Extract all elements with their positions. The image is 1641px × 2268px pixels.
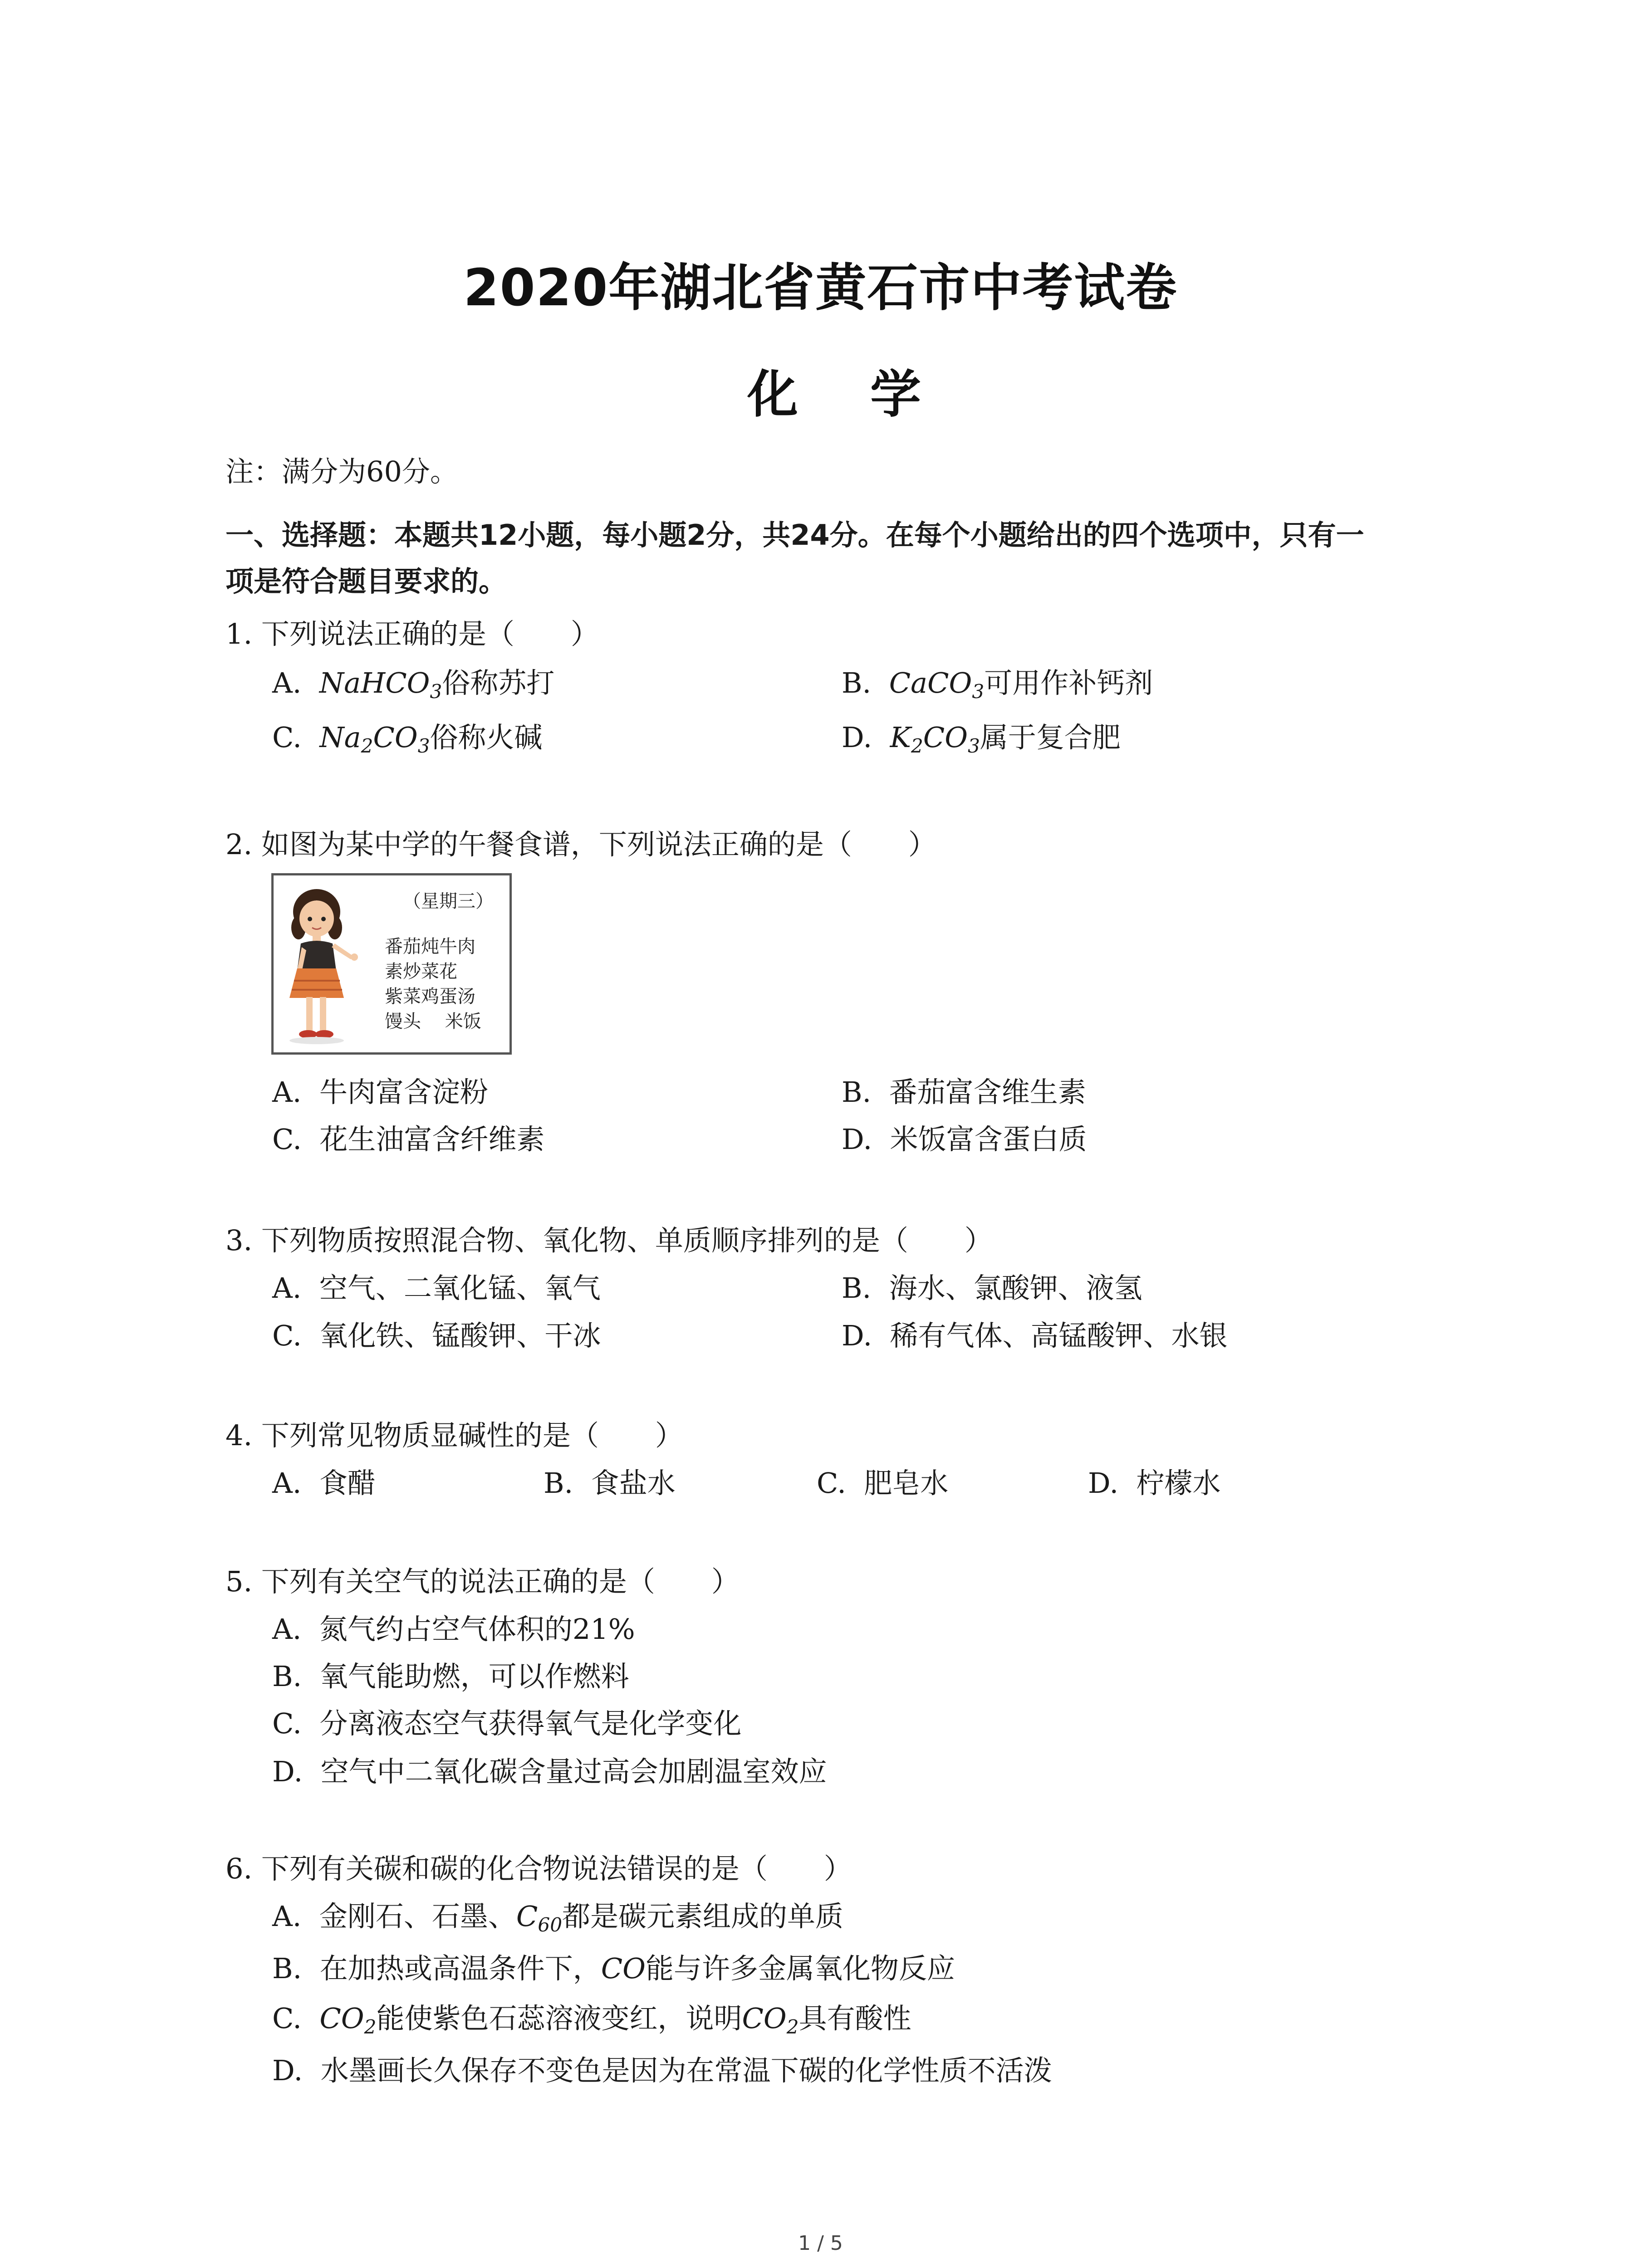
option-text: 空气、二氧化锰、氧气 (319, 1271, 601, 1305)
question-6-option-c (272, 1996, 911, 2036)
question-6-option-a (272, 1894, 843, 1934)
menu-line-2: 素炒菜花 (385, 961, 457, 982)
question-5-option-a (272, 1607, 635, 1647)
formula-subscript: 3 (430, 680, 442, 703)
formula: C (516, 1900, 538, 1933)
option-text: 都是碳元素组成的单质 (562, 1900, 844, 1933)
page-number: 1 / 5 (798, 2232, 843, 2255)
option-text: 金刚石、石墨、 (319, 1900, 516, 1933)
option-text: 俗称苏打 (442, 666, 555, 699)
question-4-option-d (1088, 1461, 1221, 1501)
question-5-option-b (272, 1654, 629, 1694)
section-heading-line2: 项是符合题目要求的。 (225, 565, 507, 598)
option-label: B. (842, 666, 872, 699)
option-label: C. (272, 1707, 302, 1740)
option-label: C. (272, 2002, 302, 2035)
question-6-stem: 6. 下列有关碳和碳的化合物说法错误的是（ ） (225, 1852, 852, 1885)
menu-line-3: 紫菜鸡蛋汤 (385, 986, 475, 1007)
section-heading-line1: 一、选择题：本题共12小题，每小题2分，共24分。在每个小题给出的四个选项中，只有一 (225, 518, 1364, 552)
option-text: 能与许多金属氧化物反应 (646, 1952, 955, 1985)
question-3-option-c (272, 1313, 601, 1354)
option-text: 俗称火碱 (430, 721, 543, 754)
question-4-option-c (817, 1461, 948, 1501)
option-label: D. (842, 1123, 872, 1156)
option-label: B. (842, 1075, 872, 1109)
question-3-option-d (842, 1313, 1228, 1354)
option-text: 在加热或高温条件下， (319, 1952, 601, 1985)
question-4-option-b (544, 1461, 676, 1501)
question-2-option-d (842, 1117, 1087, 1157)
question-3-option-b (842, 1266, 1142, 1306)
question-1-stem: 1. 下列说法正确的是（ ） (225, 617, 599, 650)
option-label: C. (272, 1123, 302, 1156)
option-text: 牛肉富含淀粉 (319, 1075, 488, 1109)
option-label: B. (544, 1466, 573, 1500)
formula-subscript: 2 (364, 2015, 377, 2038)
question-5-stem: 5. 下列有关空气的说法正确的是（ ） (225, 1565, 740, 1598)
formula-subscript: 2 (911, 734, 923, 757)
option-label: D. (842, 1319, 872, 1352)
formula: Na (319, 721, 361, 754)
option-text: 空气中二氧化碳含量过高会加剧温室效应 (320, 1755, 827, 1788)
option-label: B. (842, 1271, 872, 1305)
question-2-option-c (272, 1117, 544, 1157)
option-text: 稀有气体、高锰酸钾、水银 (890, 1319, 1228, 1352)
option-text: 花生油富含纤维素 (319, 1123, 545, 1156)
formula: K (890, 721, 911, 754)
option-text: 水墨画长久保存不变色是因为在常温下碳的化学性质不活泼 (320, 2054, 1052, 2087)
question-3-option-a (272, 1266, 601, 1306)
option-text: 食盐水 (591, 1466, 676, 1500)
question-2-stem: 2. 如图为某中学的午餐食谱，下列说法正确的是（ ） (225, 828, 936, 861)
question-6-option-b (272, 1946, 955, 1986)
lunch-menu-image (271, 873, 512, 1055)
formula-subscript: 3 (972, 680, 985, 703)
option-label: B. (272, 1660, 302, 1693)
option-text: 分离液态空气获得氧气是化学变化 (319, 1707, 742, 1740)
menu-day: （星期三） (403, 891, 494, 912)
question-3-stem: 3. 下列物质按照混合物、氧化物、单质顺序排列的是（ ） (225, 1224, 993, 1257)
question-2-option-a (272, 1070, 488, 1110)
question-1-option-b (842, 660, 1153, 701)
option-label: A. (272, 666, 302, 699)
formula-subscript: 60 (538, 1913, 563, 1936)
option-label: D. (272, 2054, 303, 2087)
formula: CO (373, 721, 418, 754)
option-label: C. (817, 1466, 846, 1500)
option-text: 肥皂水 (864, 1466, 949, 1500)
question-5-option-c (272, 1701, 741, 1741)
formula: NaHCO (319, 666, 430, 699)
option-label: A. (272, 1075, 302, 1109)
option-text: 具有酸性 (798, 2002, 911, 2035)
score-note: 注：满分为60分。 (225, 455, 458, 488)
option-label: C. (272, 721, 302, 754)
option-text: 氧气能助燃，可以作燃料 (319, 1660, 629, 1693)
option-label: D. (1088, 1466, 1119, 1500)
formula-subscript: 2 (361, 734, 373, 757)
option-label: A. (272, 1466, 302, 1500)
formula-subscript: 3 (968, 734, 980, 757)
option-text: 米饭富含蛋白质 (890, 1123, 1087, 1156)
option-label: A. (272, 1271, 302, 1305)
menu-line-1: 番茄炖牛肉 (385, 936, 475, 957)
option-text: 番茄富含维生素 (889, 1075, 1086, 1109)
question-1-option-c (272, 715, 543, 755)
option-label: B. (272, 1952, 302, 1985)
formula-subscript: 2 (786, 2015, 799, 2038)
formula-subscript: 3 (417, 734, 430, 757)
question-4-stem: 4. 下列常见物质显碱性的是（ ） (225, 1419, 683, 1452)
option-label: C. (272, 1319, 302, 1352)
option-text: 氧化铁、锰酸钾、干冰 (319, 1319, 601, 1352)
exam-title: 2020年湖北省黄石市中考试卷 (463, 259, 1178, 318)
option-text: 属于复合肥 (980, 721, 1121, 754)
option-label: D. (272, 1755, 303, 1788)
formula: CO (923, 721, 968, 754)
option-text: 可用作补钙剂 (984, 666, 1153, 699)
formula: CO (319, 2002, 364, 2035)
option-text: 氮气约占空气体积的21% (319, 1613, 635, 1646)
subject-title: 化 学 (747, 365, 948, 424)
option-label: A. (272, 1613, 302, 1646)
option-text: 海水、氯酸钾、液氢 (889, 1271, 1142, 1305)
formula: CO (742, 2002, 787, 2035)
question-5-option-d (272, 1749, 827, 1789)
option-text: 柠檬水 (1136, 1466, 1221, 1500)
option-text: 食醋 (319, 1466, 376, 1500)
formula: CO (601, 1952, 646, 1985)
formula: CaCO (889, 666, 972, 699)
question-6-option-d (272, 2048, 1052, 2088)
question-2-option-b (842, 1070, 1086, 1110)
option-text: 能使紫色石蕊溶液变红，说明 (376, 2002, 742, 2035)
option-label: D. (842, 721, 872, 754)
option-label: A. (272, 1900, 302, 1933)
question-4-option-a (272, 1461, 376, 1501)
question-1-option-a (272, 660, 554, 701)
question-1-option-d (842, 715, 1121, 755)
menu-line-4: 馒头 米饭 (385, 1011, 481, 1032)
